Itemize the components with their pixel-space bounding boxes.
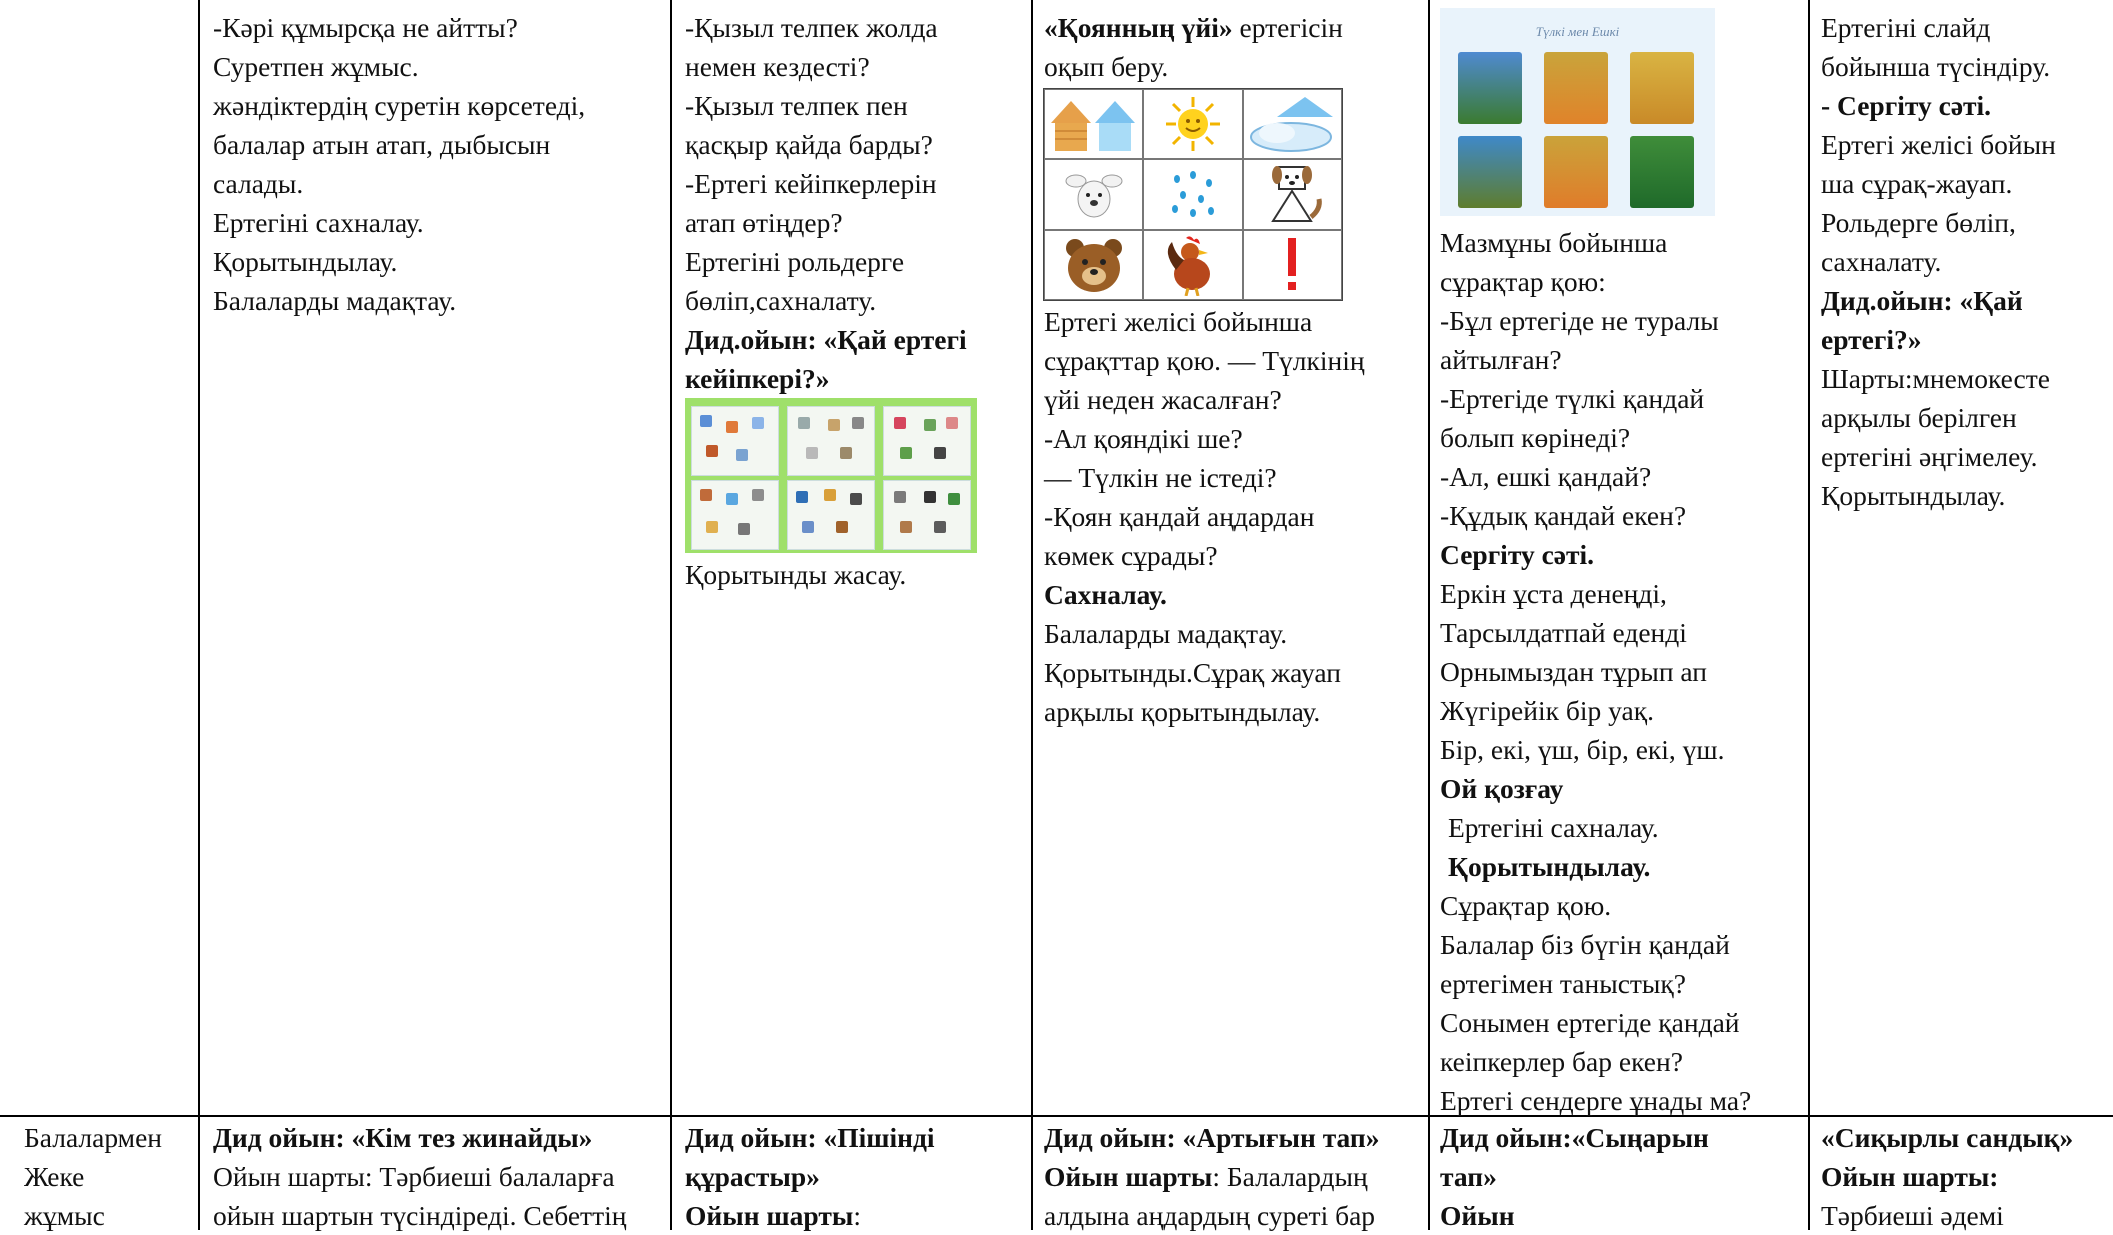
text-line: жәндіктердің суретін көрсетеді, [213, 90, 586, 121]
story-title-line [1044, 8, 1343, 47]
text-line: Балаларды мадақтау. [1044, 618, 1288, 649]
text-line: Ертегіні рольдерге [685, 246, 905, 277]
text-line: алдына аңдардың суреті бар [1044, 1200, 1376, 1231]
row-label-line: жұмыс [24, 1200, 105, 1231]
text-line: Қорытындылау. [213, 246, 398, 277]
text-line: немен кездесті? [685, 51, 870, 82]
text-line: атап өтіңдер? [685, 207, 843, 238]
text-line: салады. [213, 168, 304, 199]
game-title: Дид ойын: «Пішінді [685, 1122, 935, 1153]
bottom-col-f [1821, 1118, 2073, 1235]
text-line: ертегімен таныстық? [1440, 968, 1686, 999]
collage-tile [1630, 52, 1694, 124]
game-title: ертегі?» [1821, 324, 1922, 355]
fairy-tale-characters-board-image [685, 398, 977, 553]
text-line: кеіпкерлер бар екен? [1440, 1046, 1683, 1077]
text-line: Қорытынды.Сұрақ жауап [1044, 657, 1341, 688]
top-col-c-after [685, 555, 906, 594]
board-card [787, 406, 875, 476]
rooster-icon [1143, 230, 1242, 300]
text-line: Қорытынды жасау. [685, 559, 907, 590]
section-heading: Ой қозғау [1440, 773, 1564, 804]
text-line: -Ертегі кейіпкерлерін [685, 168, 937, 199]
game-title: кейіпкері?» [685, 363, 830, 394]
text-line: -Ал, ешкі қандай? [1440, 461, 1652, 492]
text-line: қасқыр қайда барды? [685, 129, 933, 160]
section-heading: Қорытындылау. [1448, 851, 1651, 882]
rule-label: Ойын шарты [685, 1200, 854, 1231]
top-col-f [1821, 8, 2056, 515]
text-line: -Бұл ертегіде не туралы [1440, 305, 1719, 336]
text-line: арқылы берілген [1821, 402, 2017, 433]
game-title: Дид ойын: «Кім тез жинайды» [213, 1122, 593, 1153]
snow-house-icon [1243, 89, 1342, 159]
text-line: -Құдық қандай екен? [1440, 500, 1687, 531]
rule-label: Ойын шарты: [1821, 1161, 1999, 1192]
col-border-4 [1428, 0, 1430, 1230]
section-heading: - Сергіту сәті. [1821, 90, 1992, 121]
board-card [787, 480, 875, 550]
col-border-5 [1808, 0, 1810, 1230]
text-line: Ойын шарты: Тәрбиеші балаларға [213, 1161, 615, 1192]
col-border-2 [670, 0, 672, 1230]
story-title: «Қоянның үйі» [1044, 12, 1233, 43]
text-line: Ертегі желісі бойынша [1044, 306, 1313, 337]
poem-line: Бір, екі, үш, бір, екі, үш. [1440, 734, 1725, 765]
top-col-d [1044, 8, 1343, 86]
text-line: Ертегіні сахналау. [213, 207, 424, 238]
rule-text: : Балалардың [1212, 1161, 1368, 1192]
text-line: -Ал қояндікі ше? [1044, 423, 1243, 454]
text-line: бөліп,сахналату. [685, 285, 877, 316]
board-card [691, 480, 779, 550]
bottom-col-e [1440, 1118, 1709, 1235]
collage-title: Түлкі мен Ешкі [1535, 24, 1620, 39]
text-line: көмек сұрады? [1044, 540, 1218, 571]
board-card [883, 406, 971, 476]
hare-icon [1044, 159, 1143, 229]
rule-text: : [853, 1200, 861, 1231]
board-card [691, 406, 779, 476]
poem-line: Тарсылдатпай еденді [1440, 617, 1687, 648]
collage-tile [1458, 52, 1522, 124]
rule-line [1044, 1157, 1380, 1196]
poem-line: Жүгірейік бір уақ. [1440, 695, 1654, 726]
top-col-b [213, 8, 585, 320]
text-line: айтылған? [1440, 344, 1562, 375]
rain-drops-icon [1143, 159, 1242, 229]
row-label-line: Балалармен [24, 1122, 162, 1153]
rule-line [685, 1196, 935, 1235]
story-title-rest: ертегісін [1232, 12, 1343, 43]
game-title: Дид ойын: «Артығын тап» [1044, 1122, 1380, 1153]
bear-icon [1044, 230, 1143, 300]
text-line: Тәрбиеші әдемі [1821, 1200, 2004, 1231]
collage-tile [1544, 52, 1608, 124]
dog-icon [1243, 159, 1342, 229]
col-border-3 [1031, 0, 1033, 1230]
text-line: болып көрінеді? [1440, 422, 1631, 453]
text-line: сахналату. [1821, 246, 1942, 277]
text-line: оқып беру. [1044, 51, 1169, 82]
exclamation-icon [1243, 230, 1342, 300]
fox-and-goat-collage-image [1440, 8, 1715, 216]
text-line: -Кәрі құмырсқа не айтты? [213, 12, 518, 43]
text-line: -Ертегіде түлкі қандай [1440, 383, 1705, 414]
text-line: сұрақтар қою: [1440, 266, 1606, 297]
text-line: -Қызыл телпек жолда [685, 12, 938, 43]
text-line: арқылы қорытындылау. [1044, 696, 1321, 727]
text-line: Мазмұны бойынша [1440, 227, 1668, 258]
collage-tile [1544, 136, 1608, 208]
top-col-e [1440, 223, 1751, 1120]
text-line: балалар атын атап, дыбысын [213, 129, 551, 160]
rule-label: Ойын шарты [1044, 1161, 1213, 1192]
section-heading: Сергіту сәті. [1440, 539, 1595, 570]
text-line: бойынша түсіндіру. [1821, 51, 2051, 82]
story-picture-grid [1043, 88, 1343, 301]
text-line: — Түлкін не істеді? [1044, 462, 1277, 493]
sun-icon [1143, 89, 1242, 159]
text-line: Ертегіні слайд [1821, 12, 1991, 43]
text-line: ша сұрақ-жауап. [1821, 168, 2013, 199]
bottom-col-c [685, 1118, 935, 1235]
bottom-label [24, 1118, 162, 1235]
text-line: Сонымен ертегіде қандай [1440, 1007, 1740, 1038]
text-line: Балаларды мадақтау. [213, 285, 457, 316]
top-col-d-after [1044, 302, 1365, 731]
bottom-col-d [1044, 1118, 1380, 1235]
poem-line: Еркін ұста денеңді, [1440, 578, 1667, 609]
game-title: Дид.ойын: «Қай ертегі [685, 324, 967, 355]
text-line: Ертегіні сахналау. [1448, 812, 1659, 843]
text-line: ойын шартын түсіндіреді. Себеттің [213, 1200, 627, 1231]
game-title: Дид.ойын: «Қай [1821, 285, 2023, 316]
game-title: тап» [1440, 1161, 1497, 1192]
text-line: Сұрақтар қою. [1440, 890, 1612, 921]
game-title: құрастыр» [685, 1161, 820, 1192]
col-border-1 [198, 0, 200, 1230]
rule-label: Ойын [1440, 1200, 1515, 1231]
text-line: Қорытындылау. [1821, 480, 2006, 511]
poem-line: Орнымыздан тұрып ап [1440, 656, 1707, 687]
text-line: Ертегі желісі бойын [1821, 129, 2056, 160]
text-line: сұрақттар қою. — Түлкінің [1044, 345, 1365, 376]
row-border [0, 1115, 2113, 1117]
text-line: Ертегі сендерге ұнады ма? [1440, 1085, 1752, 1116]
bottom-col-b [213, 1118, 626, 1235]
row-label-line: Жеке [24, 1161, 85, 1192]
text-line: Рольдерге бөліп, [1821, 207, 2016, 238]
text-line: Балалар біз бүгін қандай [1440, 929, 1730, 960]
section-heading: Сахналау. [1044, 579, 1167, 610]
collage-tile [1630, 136, 1694, 208]
top-col-c [685, 8, 967, 398]
board-card [883, 480, 971, 550]
game-title: Дид ойын:«Сыңарын [1440, 1122, 1709, 1153]
text-line: -Қызыл телпек пен [685, 90, 908, 121]
text-line: ертегіні әңгімелеу. [1821, 441, 2038, 472]
text-line: Суретпен жұмыс. [213, 51, 419, 82]
text-line: Шарты:мнемокесте [1821, 363, 2050, 394]
game-title: «Сиқырлы сандық» [1821, 1122, 2074, 1153]
houses-icon [1044, 89, 1143, 159]
collage-tile [1458, 136, 1522, 208]
text-line: -Қоян қандай аңдардан [1044, 501, 1315, 532]
text-line: үйі неден жасалған? [1044, 384, 1282, 415]
